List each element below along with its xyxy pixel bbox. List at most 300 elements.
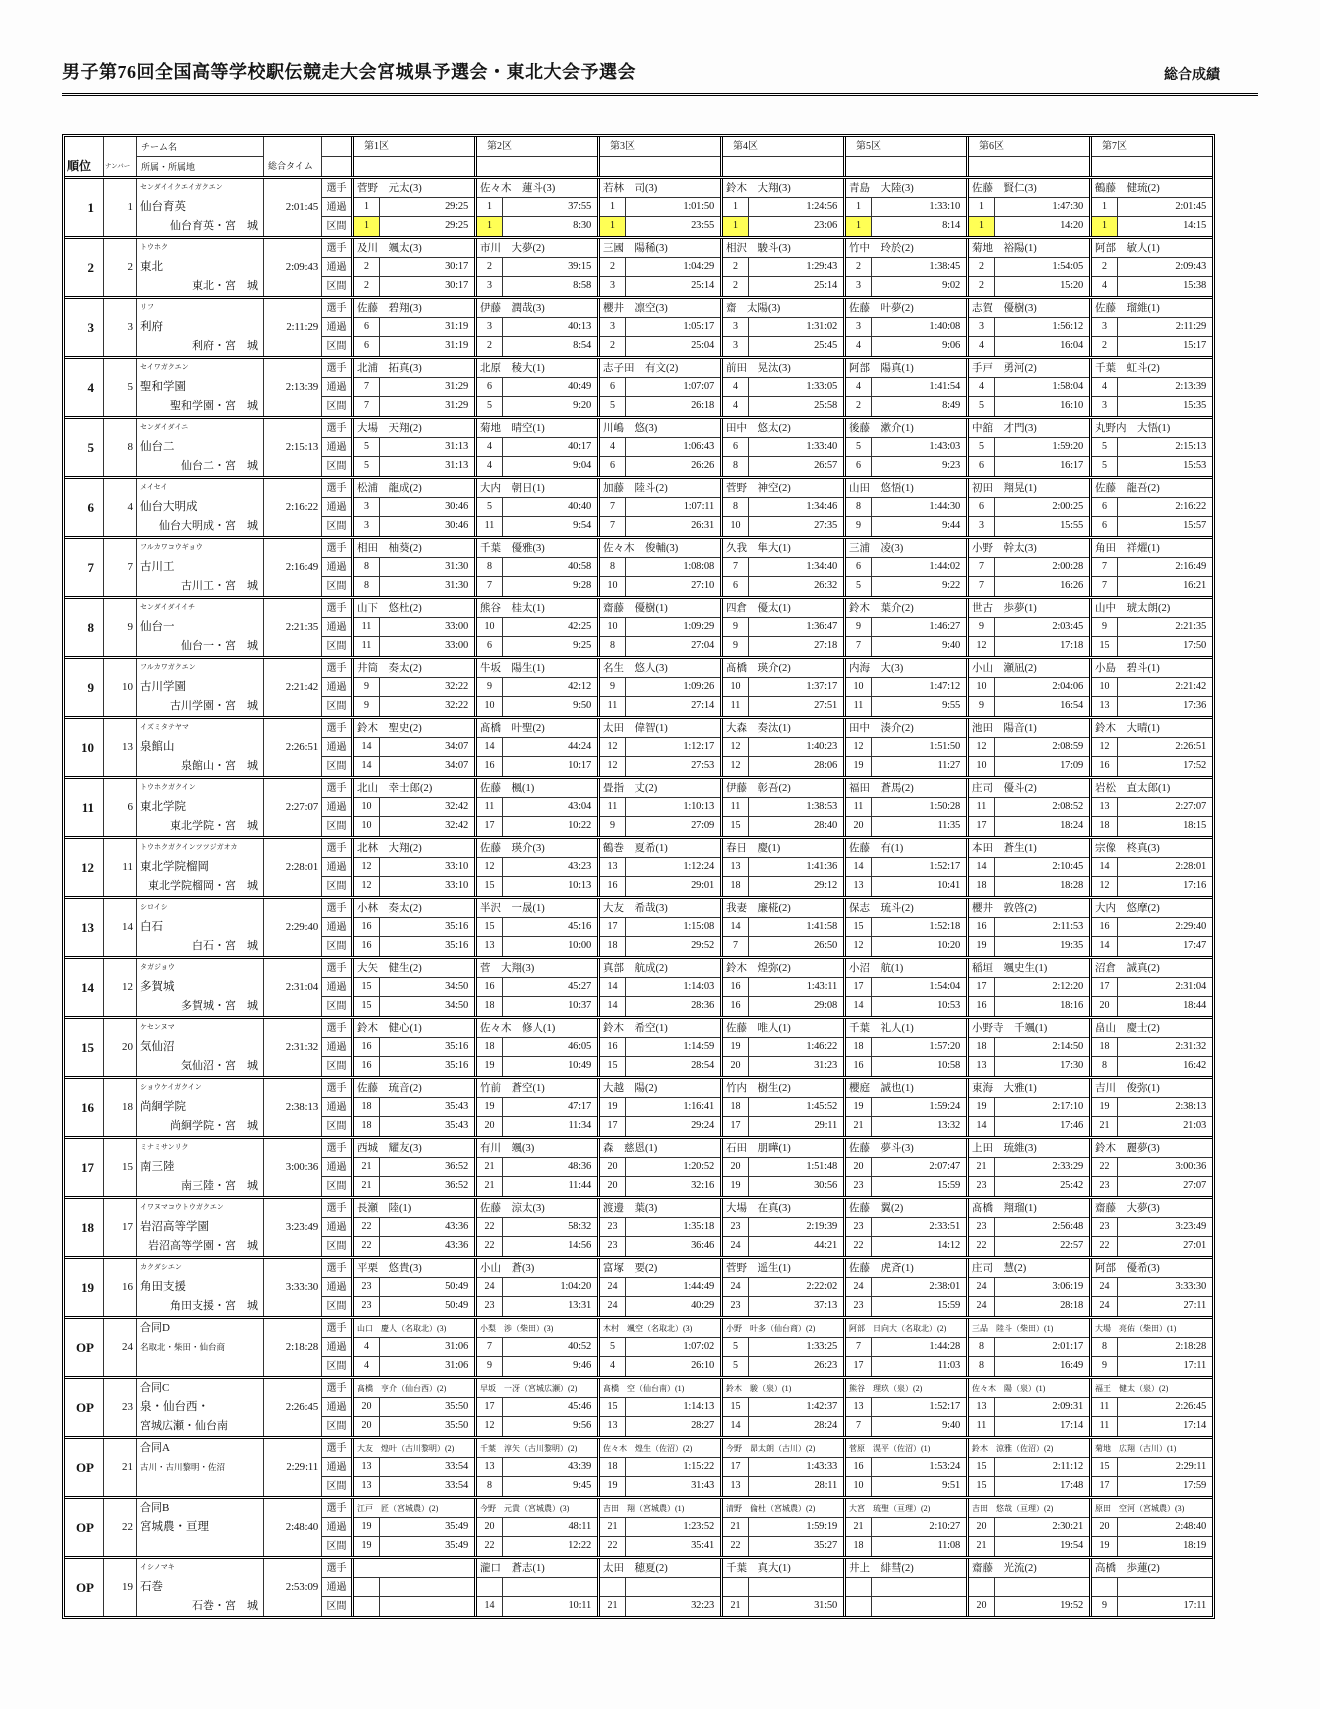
team-name: 角田支援 [140, 1281, 186, 1293]
pass-time: 1:52:17 [929, 861, 960, 872]
pass-rank: 12 [477, 858, 503, 876]
pass-rank: 8 [354, 558, 380, 576]
section-time: 14:56 [568, 1240, 591, 1251]
team-row [65, 1436, 1212, 1496]
section-rank: 20 [477, 1117, 503, 1136]
runner-name: 中舘 才門(3) [969, 419, 1089, 438]
leg-column [843, 779, 966, 836]
pass-row [846, 618, 966, 637]
section-time: 10:00 [568, 940, 591, 951]
number-cell [103, 1439, 136, 1496]
pass-row [969, 678, 1089, 697]
team-rank: 5 [87, 440, 94, 455]
section-row [1092, 937, 1212, 956]
rank-cell [65, 1139, 103, 1196]
pass-row [846, 738, 966, 757]
label-runner: 選手 [322, 179, 351, 198]
pass-time: 2:33:51 [929, 1221, 960, 1232]
team-kana: センダイイクエイガクエン [140, 183, 223, 191]
runner-name: 髙橋 叶聖(2) [477, 719, 597, 738]
section-row [354, 1537, 474, 1556]
runner-name: 大場 在真(3) [723, 1199, 843, 1218]
pass-rank: 23 [1092, 1218, 1118, 1236]
label-runner: 選手 [322, 779, 351, 798]
section-time: 30:56 [814, 1180, 837, 1191]
team-name: 名取北・柴田・仙台商 [140, 1342, 226, 1352]
pass-time: 1:59:19 [806, 1521, 837, 1532]
pass-time: 2:11:29 [1175, 321, 1206, 332]
section-rank: 12 [846, 937, 872, 956]
pass-rank: 2 [969, 258, 995, 276]
pass-rank: 9 [969, 618, 995, 636]
pass-row [354, 1518, 474, 1537]
pass-rank: 13 [723, 858, 749, 876]
runner-name: 森 慈恩(1) [600, 1139, 720, 1158]
section-row [846, 937, 966, 956]
label-section: 区間 [326, 641, 347, 652]
pass-rank: 24 [846, 1278, 872, 1296]
section-row [1092, 1597, 1212, 1616]
section-row [723, 1597, 843, 1616]
pass-time: 48:36 [568, 1161, 591, 1172]
pass-rank: 9 [1092, 618, 1118, 636]
section-row [723, 937, 843, 956]
section-row [477, 937, 597, 956]
pass-rank: 19 [846, 1098, 872, 1116]
runner-name: 内海 大(3) [846, 659, 966, 678]
leg-column [720, 599, 843, 656]
leg-column [843, 299, 966, 356]
label-pass: 通過 [322, 1098, 351, 1117]
number-cell [103, 899, 136, 956]
team-row [65, 1076, 1212, 1136]
section-rank: 2 [477, 337, 503, 356]
pass-row [969, 378, 1089, 397]
leg-column [351, 359, 474, 416]
section-time: 27:10 [691, 580, 714, 591]
section-rank: 22 [477, 1537, 503, 1556]
leg-column [597, 1319, 720, 1376]
pass-row [477, 1158, 597, 1177]
runner-name: 長瀬 陸(1) [354, 1199, 474, 1218]
section-time: 17:59 [1183, 1480, 1206, 1491]
pass-time: 2:56:48 [1052, 1221, 1083, 1232]
pass-row [969, 618, 1089, 637]
pass-time: 1:46:22 [806, 1041, 837, 1052]
team-rank: 3 [87, 320, 94, 335]
section-row [354, 277, 474, 296]
section-rank: 14 [354, 757, 380, 776]
pass-row [969, 438, 1089, 457]
pass-time: 3:23:49 [1175, 1221, 1206, 1232]
section-row [477, 1357, 597, 1376]
runner-name: 丸野内 大悟(1) [1092, 419, 1212, 438]
section-row [477, 1537, 597, 1556]
section-time [872, 1597, 966, 1616]
section-rank: 2 [969, 277, 995, 296]
team-name: 岩沼高等学園 [140, 1221, 209, 1233]
section-row [477, 337, 597, 356]
section-time: 8:49 [942, 400, 960, 411]
pass-rank: 10 [723, 678, 749, 696]
runner-name: 北浦 拓真(3) [354, 359, 474, 378]
runner-name: 岩松 直太郎(1) [1092, 779, 1212, 798]
leg-column [1089, 899, 1212, 956]
runner-name: 櫻井 敦啓(2) [969, 899, 1089, 918]
team-row [65, 1196, 1212, 1256]
runner-name: 佐々木 煌生（佐沼）(2) [600, 1439, 720, 1458]
team-row [65, 956, 1212, 1016]
team-row [65, 296, 1212, 356]
section-row [723, 1417, 843, 1436]
section-rank: 22 [1092, 1237, 1118, 1256]
team-name-cell [136, 659, 263, 716]
section-rank: 23 [969, 1177, 995, 1196]
pass-time: 1:50:28 [929, 801, 960, 812]
section-time: 9:20 [573, 400, 591, 411]
leg-column [474, 839, 597, 896]
team-row [65, 236, 1212, 296]
pass-rank: 13 [1092, 798, 1118, 816]
total-time-cell [263, 359, 321, 416]
pass-row [477, 798, 597, 817]
number-cell [103, 959, 136, 1016]
section-time: 17:30 [1060, 1060, 1083, 1071]
pass-rank: 2 [354, 258, 380, 276]
section-time: 28:36 [691, 1000, 714, 1011]
pass-time: 43:04 [568, 801, 591, 812]
pass-rank: 2 [1092, 258, 1118, 276]
section-rank: 7 [1092, 577, 1118, 596]
pass-time: 1:14:03 [683, 981, 714, 992]
pass-row [354, 1338, 474, 1357]
pass-row [1092, 858, 1212, 877]
section-rank: 4 [354, 1357, 380, 1376]
pass-rank: 4 [969, 378, 995, 396]
section-row [846, 877, 966, 896]
total-time: 2:16:22 [285, 501, 318, 513]
pass-time: 2:03:45 [1052, 621, 1083, 632]
section-rank: 6 [477, 637, 503, 656]
section-time: 18:15 [1183, 820, 1206, 831]
pass-time: 2:19:39 [806, 1221, 837, 1232]
pass-row [969, 258, 1089, 277]
section-row [846, 1177, 966, 1196]
team-name: 聖和学園 [140, 381, 186, 393]
leg-column [966, 239, 1089, 296]
section-time: 9:04 [573, 460, 591, 471]
leg-column [843, 419, 966, 476]
team-kana: セイワガクエン [140, 363, 189, 371]
runner-name: 瀧口 蒼志(1) [477, 1559, 597, 1578]
leg-column [474, 1559, 597, 1616]
pass-row [1092, 1098, 1212, 1117]
leg-column [597, 179, 720, 236]
pass-rank: 16 [723, 978, 749, 996]
section-rank: 9 [846, 517, 872, 536]
team-row [65, 716, 1212, 776]
pass-rank: 14 [723, 918, 749, 936]
leg-column [1089, 959, 1212, 1016]
number-cell [103, 1559, 136, 1616]
total-time: 3:33:30 [285, 1281, 318, 1293]
leg-column [474, 299, 597, 356]
label-pass: 通過 [322, 378, 351, 397]
pass-rank: 7 [969, 558, 995, 576]
pass-rank: 20 [846, 1158, 872, 1176]
pass-row [1092, 1458, 1212, 1477]
row-label-cell [321, 959, 351, 1016]
team-name-cell [136, 359, 263, 416]
pass-row [477, 678, 597, 697]
team-rank: 13 [81, 920, 94, 935]
runner-name: 阿部 陽真(1) [846, 359, 966, 378]
section-rank: 4 [969, 337, 995, 356]
leg-column [720, 1079, 843, 1136]
pass-row [354, 1038, 474, 1057]
pass-row [723, 918, 843, 937]
section-rank: 13 [354, 1477, 380, 1496]
team-number: 2 [127, 261, 133, 273]
runner-name: 後藤 漱介(1) [846, 419, 966, 438]
total-time-cell [263, 839, 321, 896]
section-row [354, 517, 474, 536]
label-section: 区間 [326, 1421, 347, 1432]
section-time: 10:11 [568, 1600, 591, 1611]
pass-rank: 14 [969, 858, 995, 876]
team-location: 泉館山・宮 城 [181, 760, 258, 772]
number-cell [103, 359, 136, 416]
leg-column [1089, 1319, 1212, 1376]
section-row [723, 1297, 843, 1316]
team-number: 23 [122, 1401, 133, 1413]
section-row [969, 1477, 1089, 1496]
section-rank: 22 [600, 1537, 626, 1556]
pass-rank: 3 [600, 318, 626, 336]
leg-column [1089, 1379, 1212, 1436]
pass-row [723, 1578, 843, 1597]
pass-time: 48:11 [568, 1521, 591, 1532]
leg-column [597, 1199, 720, 1256]
runner-name: 及川 颯太(3) [354, 239, 474, 258]
section-row [1092, 757, 1212, 776]
runner-name: 田中 悠太(2) [723, 419, 843, 438]
runner-name: 久我 隼大(1) [723, 539, 843, 558]
leg-column [597, 959, 720, 1016]
pass-rank: 9 [600, 678, 626, 696]
team-rank: 2 [87, 260, 94, 275]
page-subtitle: 総合成績 [1164, 68, 1220, 83]
runner-name: 庄司 優斗(2) [969, 779, 1089, 798]
leg-column [597, 719, 720, 776]
team-number: 3 [127, 321, 133, 333]
section-row [600, 1357, 720, 1376]
pass-time: 31:19 [445, 321, 468, 332]
pass-row [477, 438, 597, 457]
team-number: 11 [122, 861, 133, 873]
team-name: 古川工 [140, 561, 175, 573]
pass-time: 35:49 [445, 1521, 468, 1532]
section-row [846, 397, 966, 416]
pass-row [477, 1038, 597, 1057]
pass-time: 45:27 [568, 981, 591, 992]
pass-time: 1:56:12 [1052, 321, 1083, 332]
section-time: 28:06 [814, 760, 837, 771]
section-rank: 20 [846, 817, 872, 836]
runner-name: 佐藤 夢斗(3) [846, 1139, 966, 1158]
section-rank: 5 [723, 1357, 749, 1376]
section-rank: 23 [600, 1237, 626, 1256]
section-time: 27:51 [814, 700, 837, 711]
total-time-cell [263, 239, 321, 296]
section-rank: 23 [477, 1297, 503, 1316]
pass-time: 1:23:52 [683, 1521, 714, 1532]
section-rank: 15 [354, 997, 380, 1016]
pass-row [354, 318, 474, 337]
pass-row [477, 1338, 597, 1357]
runner-name: 鈴木 健心(1) [354, 1019, 474, 1038]
section-row [600, 1417, 720, 1436]
leg-column [597, 1019, 720, 1076]
pass-time: 31:13 [445, 441, 468, 452]
pass-rank: 21 [969, 1158, 995, 1176]
label-runner: 選手 [322, 959, 351, 978]
pass-row [477, 378, 597, 397]
total-time-cell [263, 1379, 321, 1436]
pass-time: 1:09:29 [683, 621, 714, 632]
leg-column [597, 779, 720, 836]
team-location: 仙台育英・宮 城 [170, 220, 258, 232]
label-pass: 通過 [322, 558, 351, 577]
runner-name: 佐藤 叶夢(2) [846, 299, 966, 318]
pass-time [1118, 1578, 1212, 1596]
section-rank: 19 [600, 1477, 626, 1496]
section-time: 9:23 [942, 460, 960, 471]
section-row [723, 637, 843, 656]
leg-column [720, 1139, 843, 1196]
section-rank: 19 [846, 757, 872, 776]
section-row [723, 1477, 843, 1496]
pass-time: 2:10:45 [1052, 861, 1083, 872]
team-kana: トウホクガクインツツジガオカ [140, 843, 238, 851]
pass-time: 2:26:51 [1175, 741, 1206, 752]
team-location: 古川工・宮 城 [181, 580, 258, 592]
team-location: 東北学院榴岡・宮 城 [148, 880, 258, 892]
pass-rank: 4 [354, 1338, 380, 1356]
label-pass: 通過 [322, 1218, 351, 1237]
pass-row [846, 858, 966, 877]
leg-column [843, 1199, 966, 1256]
section-rank: 1 [723, 217, 749, 236]
runner-name: 保志 琉斗(2) [846, 899, 966, 918]
pass-rank: 23 [723, 1218, 749, 1236]
leg-column [474, 539, 597, 596]
pass-row [846, 1398, 966, 1417]
pass-time: 2:29:11 [1175, 1461, 1206, 1472]
leg-column [720, 1019, 843, 1076]
runner-name: 小沼 航(1) [846, 959, 966, 978]
runner-name: 竹内 樹生(2) [723, 1079, 843, 1098]
section-rank: 22 [723, 1537, 749, 1556]
section-time: 10:17 [568, 760, 591, 771]
section-time: 10:22 [568, 820, 591, 831]
pass-time: 1:08:08 [683, 561, 714, 572]
pass-rank: 2 [477, 258, 503, 276]
total-time-cell [263, 539, 321, 596]
pass-row [477, 558, 597, 577]
total-time: 3:23:49 [285, 1221, 318, 1233]
section-rank: 3 [846, 277, 872, 296]
pass-time: 1:10:13 [683, 801, 714, 812]
pass-rank: 19 [600, 1098, 626, 1116]
runner-name: 大内 朝日(1) [477, 479, 597, 498]
section-rank: 13 [477, 937, 503, 956]
runner-name: 大森 奏汰(1) [723, 719, 843, 738]
runner-name: 小野 幹太(3) [969, 539, 1089, 558]
label-section: 区間 [326, 461, 347, 472]
label-runner: 選手 [322, 419, 351, 438]
team-number: 19 [122, 1581, 133, 1593]
section-time: 9:22 [942, 580, 960, 591]
pass-rank: 24 [600, 1278, 626, 1296]
section-rank: 14 [846, 997, 872, 1016]
team-number: 8 [127, 441, 133, 453]
leg-column [1089, 1139, 1212, 1196]
team-number: 12 [122, 981, 133, 993]
row-label-cell [321, 719, 351, 776]
section-row [723, 697, 843, 716]
leg-column [597, 659, 720, 716]
pass-rank: 18 [354, 1098, 380, 1116]
leg-column [597, 1559, 720, 1616]
section-time: 29:08 [814, 1000, 837, 1011]
team-kana: ミナミサンリク [140, 1143, 189, 1151]
pass-row [600, 318, 720, 337]
runner-name: 平栗 悠貴(3) [354, 1259, 474, 1278]
runner-name: 鈴木 大翔(3) [723, 179, 843, 198]
pass-row [969, 918, 1089, 937]
runner-name: 真部 航成(2) [600, 959, 720, 978]
section-rank: 2 [1092, 337, 1118, 356]
pass-rank: 18 [846, 1038, 872, 1056]
pass-rank: 7 [723, 558, 749, 576]
leg-column [474, 1499, 597, 1556]
section-row [723, 277, 843, 296]
pass-time: 1:44:30 [929, 501, 960, 512]
rank-cell [65, 1499, 103, 1556]
runner-name: 川嶋 悠(3) [600, 419, 720, 438]
section-rank: 12 [723, 757, 749, 776]
pass-time: 2:10:27 [929, 1521, 960, 1532]
section-row [846, 757, 966, 776]
team-kana: ショウケイガクイン [140, 1083, 202, 1091]
section-row [969, 997, 1089, 1016]
section-time: 23:06 [814, 220, 837, 231]
runner-name: 吉川 俊弥(1) [1092, 1079, 1212, 1098]
section-time: 29:25 [445, 220, 468, 231]
pass-row [354, 378, 474, 397]
pass-rank: 24 [969, 1278, 995, 1296]
team-name: 利府 [140, 321, 163, 333]
runner-name: 北林 大翔(2) [354, 839, 474, 858]
leg-label: 第1区 [354, 137, 474, 157]
pass-row [846, 498, 966, 517]
pass-time: 40:40 [568, 501, 591, 512]
section-time: 19:35 [1060, 940, 1083, 951]
pass-row [723, 378, 843, 397]
leg-column [720, 1259, 843, 1316]
pass-row [354, 1578, 474, 1597]
